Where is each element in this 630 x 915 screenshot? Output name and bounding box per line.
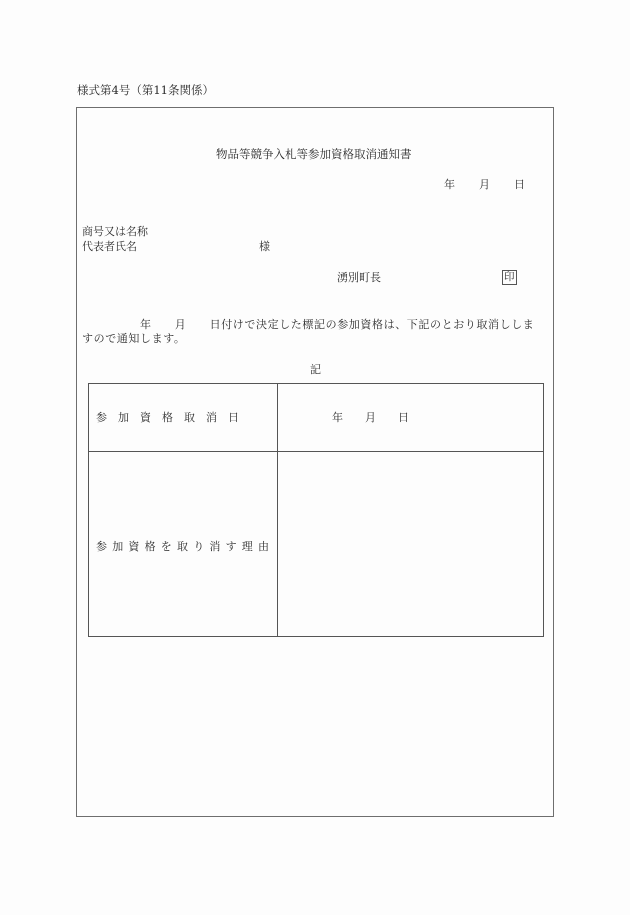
notice-text-line-1: 年 月 日付けで決定した標記の参加資格は、下記のとおり取消ししま <box>82 318 535 331</box>
cancel-date-value: 年 月 日 <box>332 411 409 424</box>
form-number: 様式第4号（第11条関係） <box>77 83 214 97</box>
company-name-label: 商号又は名称 <box>82 225 148 238</box>
date-month: 月 <box>479 178 490 191</box>
notice-text-line-2: すので通知します。 <box>82 332 186 345</box>
row-divider <box>89 451 543 452</box>
document-title: 物品等競争入札等参加資格取消通知書 <box>216 147 412 161</box>
cancel-reason-label: 参加資格を取り消す理由 <box>96 540 275 553</box>
cancel-date-label: 参加資格取消日 <box>96 411 250 424</box>
honorific-sama: 様 <box>259 240 270 253</box>
issue-date <box>444 179 525 190</box>
date-day: 日 <box>514 178 525 191</box>
representative-name-label: 代表者氏名 <box>82 240 137 253</box>
column-divider <box>277 384 278 636</box>
ki-heading: 記 <box>310 363 321 376</box>
details-table <box>88 383 544 637</box>
seal-mark: 印 <box>504 271 515 283</box>
issuer-title: 湧別町長 <box>337 271 381 284</box>
date-year: 年 <box>444 178 455 191</box>
